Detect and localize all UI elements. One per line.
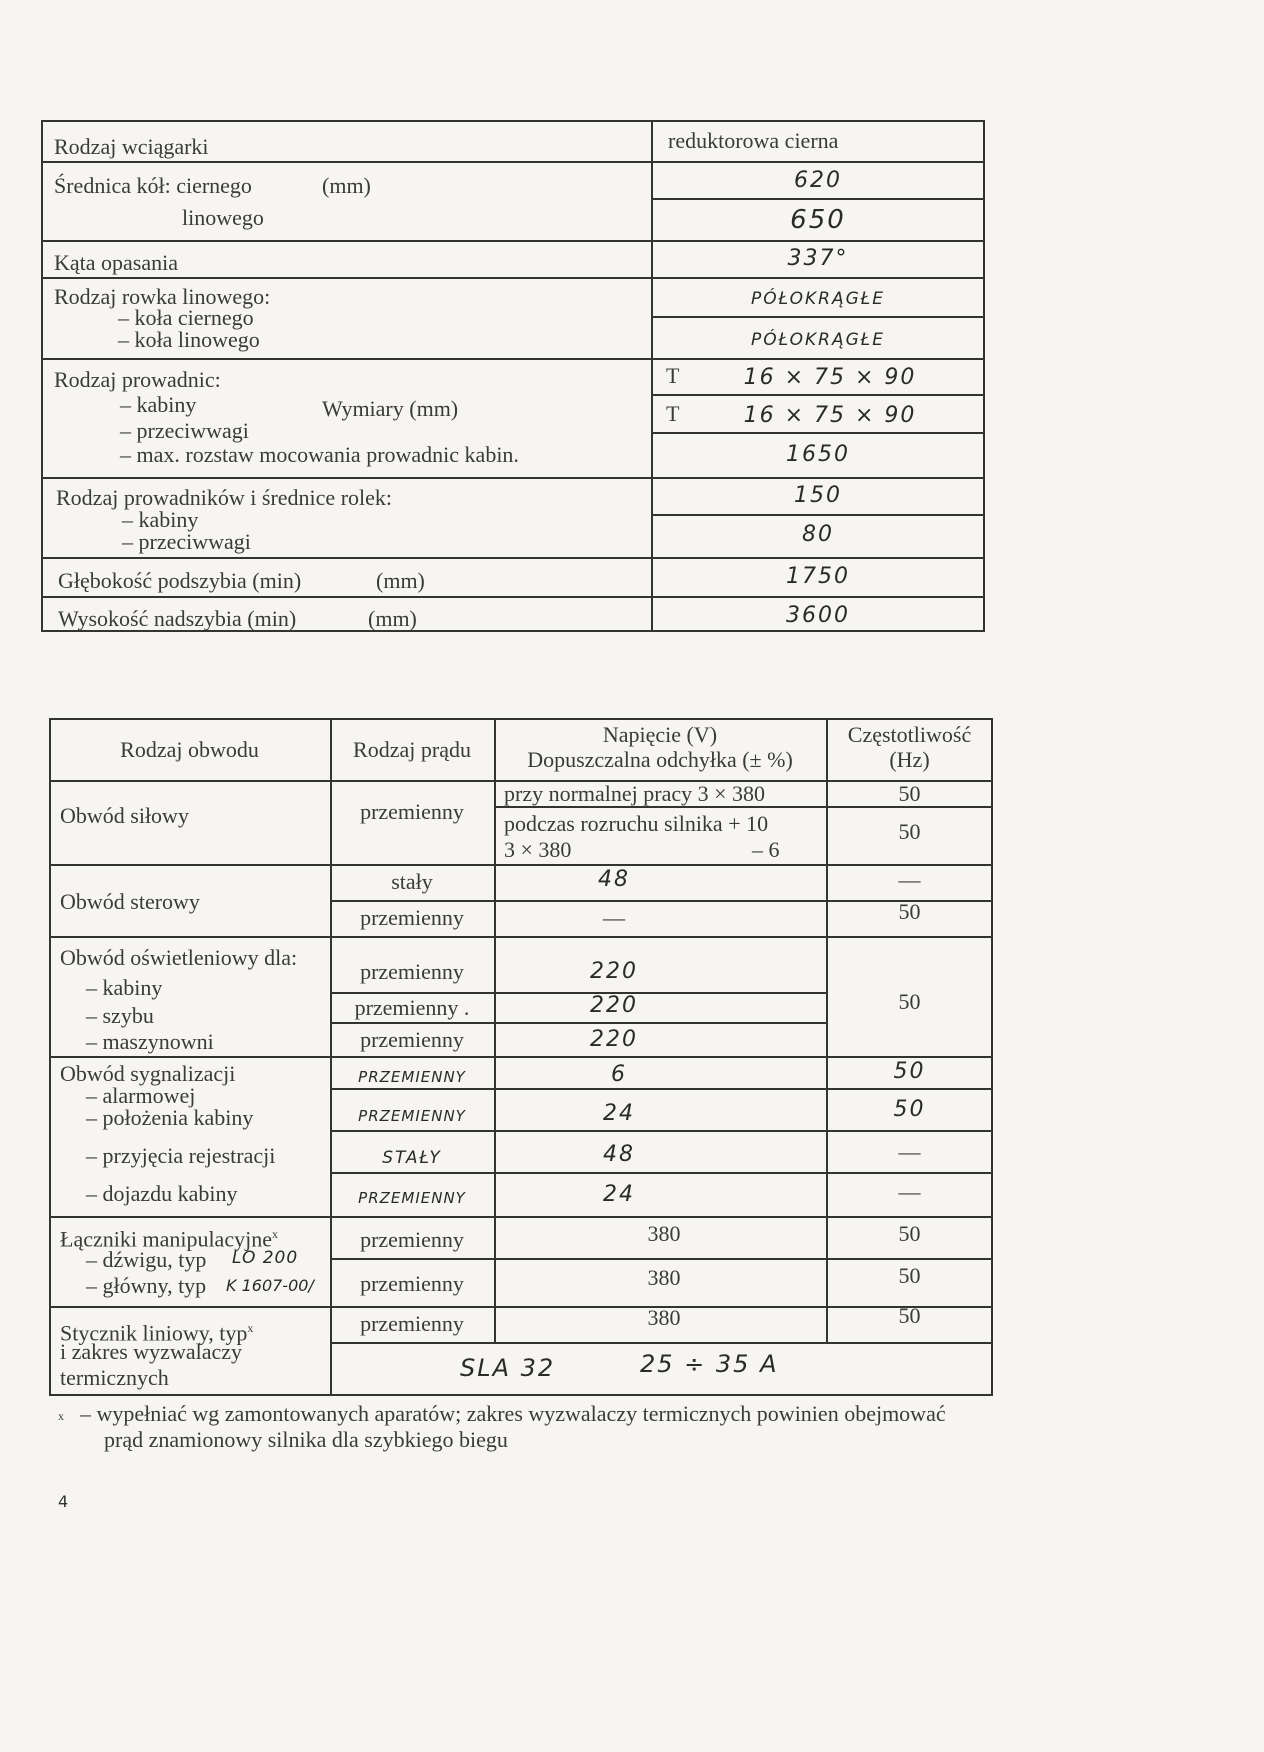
overhead-value: 3600 — [786, 603, 850, 628]
header-current: Rodzaj prądu — [353, 737, 471, 762]
control-current-dc: stały — [391, 869, 433, 894]
power-voltage-start: podczas rozruchu silnika + 10 — [504, 811, 769, 836]
overhead-unit: (mm) — [368, 606, 417, 631]
control-frequency-ac: 50 — [898, 899, 921, 924]
guides-counterweight-value: 16 × 75 × 90 — [743, 403, 917, 428]
control-voltage-dc: 48 — [598, 867, 630, 892]
signal-position-label: – położenia kabiny — [86, 1105, 254, 1130]
signal-position-voltage: 24 — [603, 1101, 635, 1126]
rollers-cabin-label: – kabiny — [122, 507, 199, 532]
rollers-counterweight-label: – przeciwwagi — [122, 529, 251, 554]
contactor-voltage: 380 — [647, 1305, 681, 1330]
switch-lift-type: LO 200 — [232, 1248, 299, 1268]
signal-arrival-voltage: 24 — [603, 1182, 635, 1207]
groove-label: Rodzaj rowka linowego: — [54, 284, 271, 309]
power-frequency-normal: 50 — [898, 781, 921, 806]
power-circuit-label: Obwód siłowy — [60, 803, 189, 828]
switch-lift-frequency: 50 — [898, 1221, 921, 1246]
overhead-label: Wysokość nadszybia (min) — [58, 606, 297, 631]
hoist-type-value: reduktorowa cierna — [668, 128, 839, 153]
switches-label: Łączniki manipulacyjne$^x$ — [60, 1226, 278, 1252]
control-voltage-ac: — — [603, 905, 625, 930]
diameter-unit: (mm) — [322, 173, 371, 198]
control-frequency-dc: — — [898, 867, 921, 892]
guides-label: Rodzaj prowadnic: — [54, 367, 221, 392]
contactor-label: Stycznik liniowy, typ$^x$ — [60, 1320, 254, 1346]
contactor-label-3: termicznych — [60, 1365, 169, 1390]
page-number: 4 — [58, 1492, 69, 1511]
diameter-rope-value: 650 — [790, 205, 846, 235]
header-frequency-unit: (Hz) — [889, 747, 930, 772]
switch-main-frequency: 50 — [898, 1263, 921, 1288]
signal-alarm-voltage: 6 — [611, 1062, 627, 1087]
rollers-label: Rodzaj prowadników i średnice rolek: — [56, 485, 393, 510]
guides-cabin-prefix: T — [666, 363, 680, 388]
lighting-cabin-label: – kabiny — [86, 975, 163, 1000]
guides-counterweight-label: – przeciwwagi — [120, 418, 249, 443]
pit-label: Głębokość podszybia (min) — [58, 568, 302, 593]
spec-column-divider — [651, 120, 653, 632]
groove-friction-value: PÓŁOKRĄGŁE — [750, 289, 886, 309]
power-voltage-start-minus: – 6 — [752, 837, 780, 862]
diameter-rope-label: linowego — [182, 205, 264, 230]
signal-registration-label: – przyjęcia rejestracji — [86, 1143, 276, 1168]
groove-rope-value: PÓŁOKRĄGŁE — [750, 330, 886, 350]
diameter-friction-value: 620 — [794, 168, 842, 193]
switch-main-current: przemienny — [360, 1271, 464, 1296]
wrap-angle-value: 337° — [787, 246, 849, 271]
signal-arrival-current: PRZEMIENNY — [358, 1189, 466, 1207]
switch-lift-label: – dźwigu, typ — [86, 1247, 207, 1272]
guides-max-label: – max. rozstaw mocowania prowadnic kabin. — [120, 442, 519, 467]
signal-alarm-label: – alarmowej — [86, 1083, 196, 1108]
signal-arrival-label: – dojazdu kabiny — [86, 1181, 238, 1206]
contactor-range: 25 ÷ 35 A — [640, 1350, 779, 1378]
signal-circuit-label: Obwód sygnalizacji — [60, 1061, 236, 1086]
switch-main-type: K 1607-00/ — [226, 1276, 314, 1295]
lighting-machine-room-label: – maszynowni — [86, 1029, 214, 1054]
hoist-type-label: Rodzaj wciągarki — [54, 134, 209, 159]
footnote-line-2: prąd znamionowy silnika dla szybkiego biegu — [104, 1427, 508, 1452]
switch-lift-current: przemienny — [360, 1227, 464, 1252]
lighting-cabin-voltage: 220 — [590, 959, 638, 984]
control-current-ac: przemienny — [360, 905, 464, 930]
control-circuit-label: Obwód sterowy — [60, 889, 200, 914]
power-frequency-start: 50 — [898, 819, 921, 844]
signal-alarm-frequency: 50 — [893, 1059, 926, 1084]
lighting-frequency: 50 — [898, 989, 921, 1014]
guides-max-value: 1650 — [786, 442, 850, 467]
groove-rope-label: – koła linowego — [118, 327, 260, 352]
lighting-cabin-current: przemienny — [360, 959, 464, 984]
signal-registration-frequency: — — [898, 1139, 921, 1164]
header-tolerance: Dopuszczalna odchyłka (± %) — [527, 747, 793, 772]
power-voltage-start-base: 3 × 380 — [504, 837, 572, 862]
footnote-mark: x — [58, 1409, 64, 1423]
lighting-machine-room-voltage: 220 — [590, 1027, 638, 1052]
contactor-current: przemienny — [360, 1311, 464, 1336]
lighting-shaft-current: przemienny . — [354, 995, 470, 1020]
power-voltage-normal: przy normalnej pracy 3 × 380 — [504, 781, 766, 806]
signal-position-frequency: 50 — [893, 1097, 926, 1122]
signal-position-current: PRZEMIENNY — [358, 1107, 466, 1125]
wrap-angle-label: Kąta opasania — [54, 250, 178, 275]
header-frequency: Częstotliwość — [847, 722, 972, 747]
switch-main-label: – główny, typ — [86, 1273, 207, 1298]
groove-friction-label: – koła ciernego — [118, 305, 254, 330]
header-circuit: Rodzaj obwodu — [120, 737, 259, 762]
signal-registration-voltage: 48 — [603, 1142, 635, 1167]
contactor-label-2: i zakres wyzwalaczy — [60, 1339, 243, 1364]
lighting-machine-room-current: przemienny — [360, 1027, 464, 1052]
guides-counterweight-prefix: T — [666, 401, 680, 426]
diameter-label: Średnica kół: ciernego — [54, 173, 252, 198]
switch-lift-voltage: 380 — [647, 1221, 681, 1246]
power-current: przemienny — [360, 799, 464, 824]
signal-alarm-current: PRZEMIENNY — [358, 1068, 466, 1086]
contactor-type: SLA 32 — [460, 1354, 556, 1382]
contactor-frequency: 50 — [898, 1303, 921, 1328]
guides-dims-label: Wymiary (mm) — [322, 396, 459, 421]
pit-unit: (mm) — [376, 568, 425, 593]
guides-cabin-label: – kabiny — [120, 392, 197, 417]
signal-registration-current: STAŁY — [382, 1148, 442, 1168]
rollers-counterweight-value: 80 — [802, 522, 834, 547]
guides-cabin-value: 16 × 75 × 90 — [743, 365, 917, 390]
lighting-shaft-voltage: 220 — [590, 993, 638, 1018]
pit-value: 1750 — [786, 564, 850, 589]
lighting-circuit-label: Obwód oświetleniowy dla: — [60, 945, 298, 970]
signal-arrival-frequency: — — [898, 1179, 921, 1204]
footnote-line-1: – wypełniać wg zamontowanych aparatów; zakres wyzwalaczy termicznych powinien obejmować — [80, 1401, 946, 1426]
switches-footnote-mark: x — [271, 1227, 278, 1241]
switch-main-voltage: 380 — [647, 1265, 681, 1290]
lighting-shaft-label: – szybu — [86, 1003, 154, 1028]
header-voltage: Napięcie (V) — [602, 722, 718, 747]
rollers-cabin-value: 150 — [794, 483, 842, 508]
contactor-footnote-mark: x — [247, 1321, 254, 1335]
